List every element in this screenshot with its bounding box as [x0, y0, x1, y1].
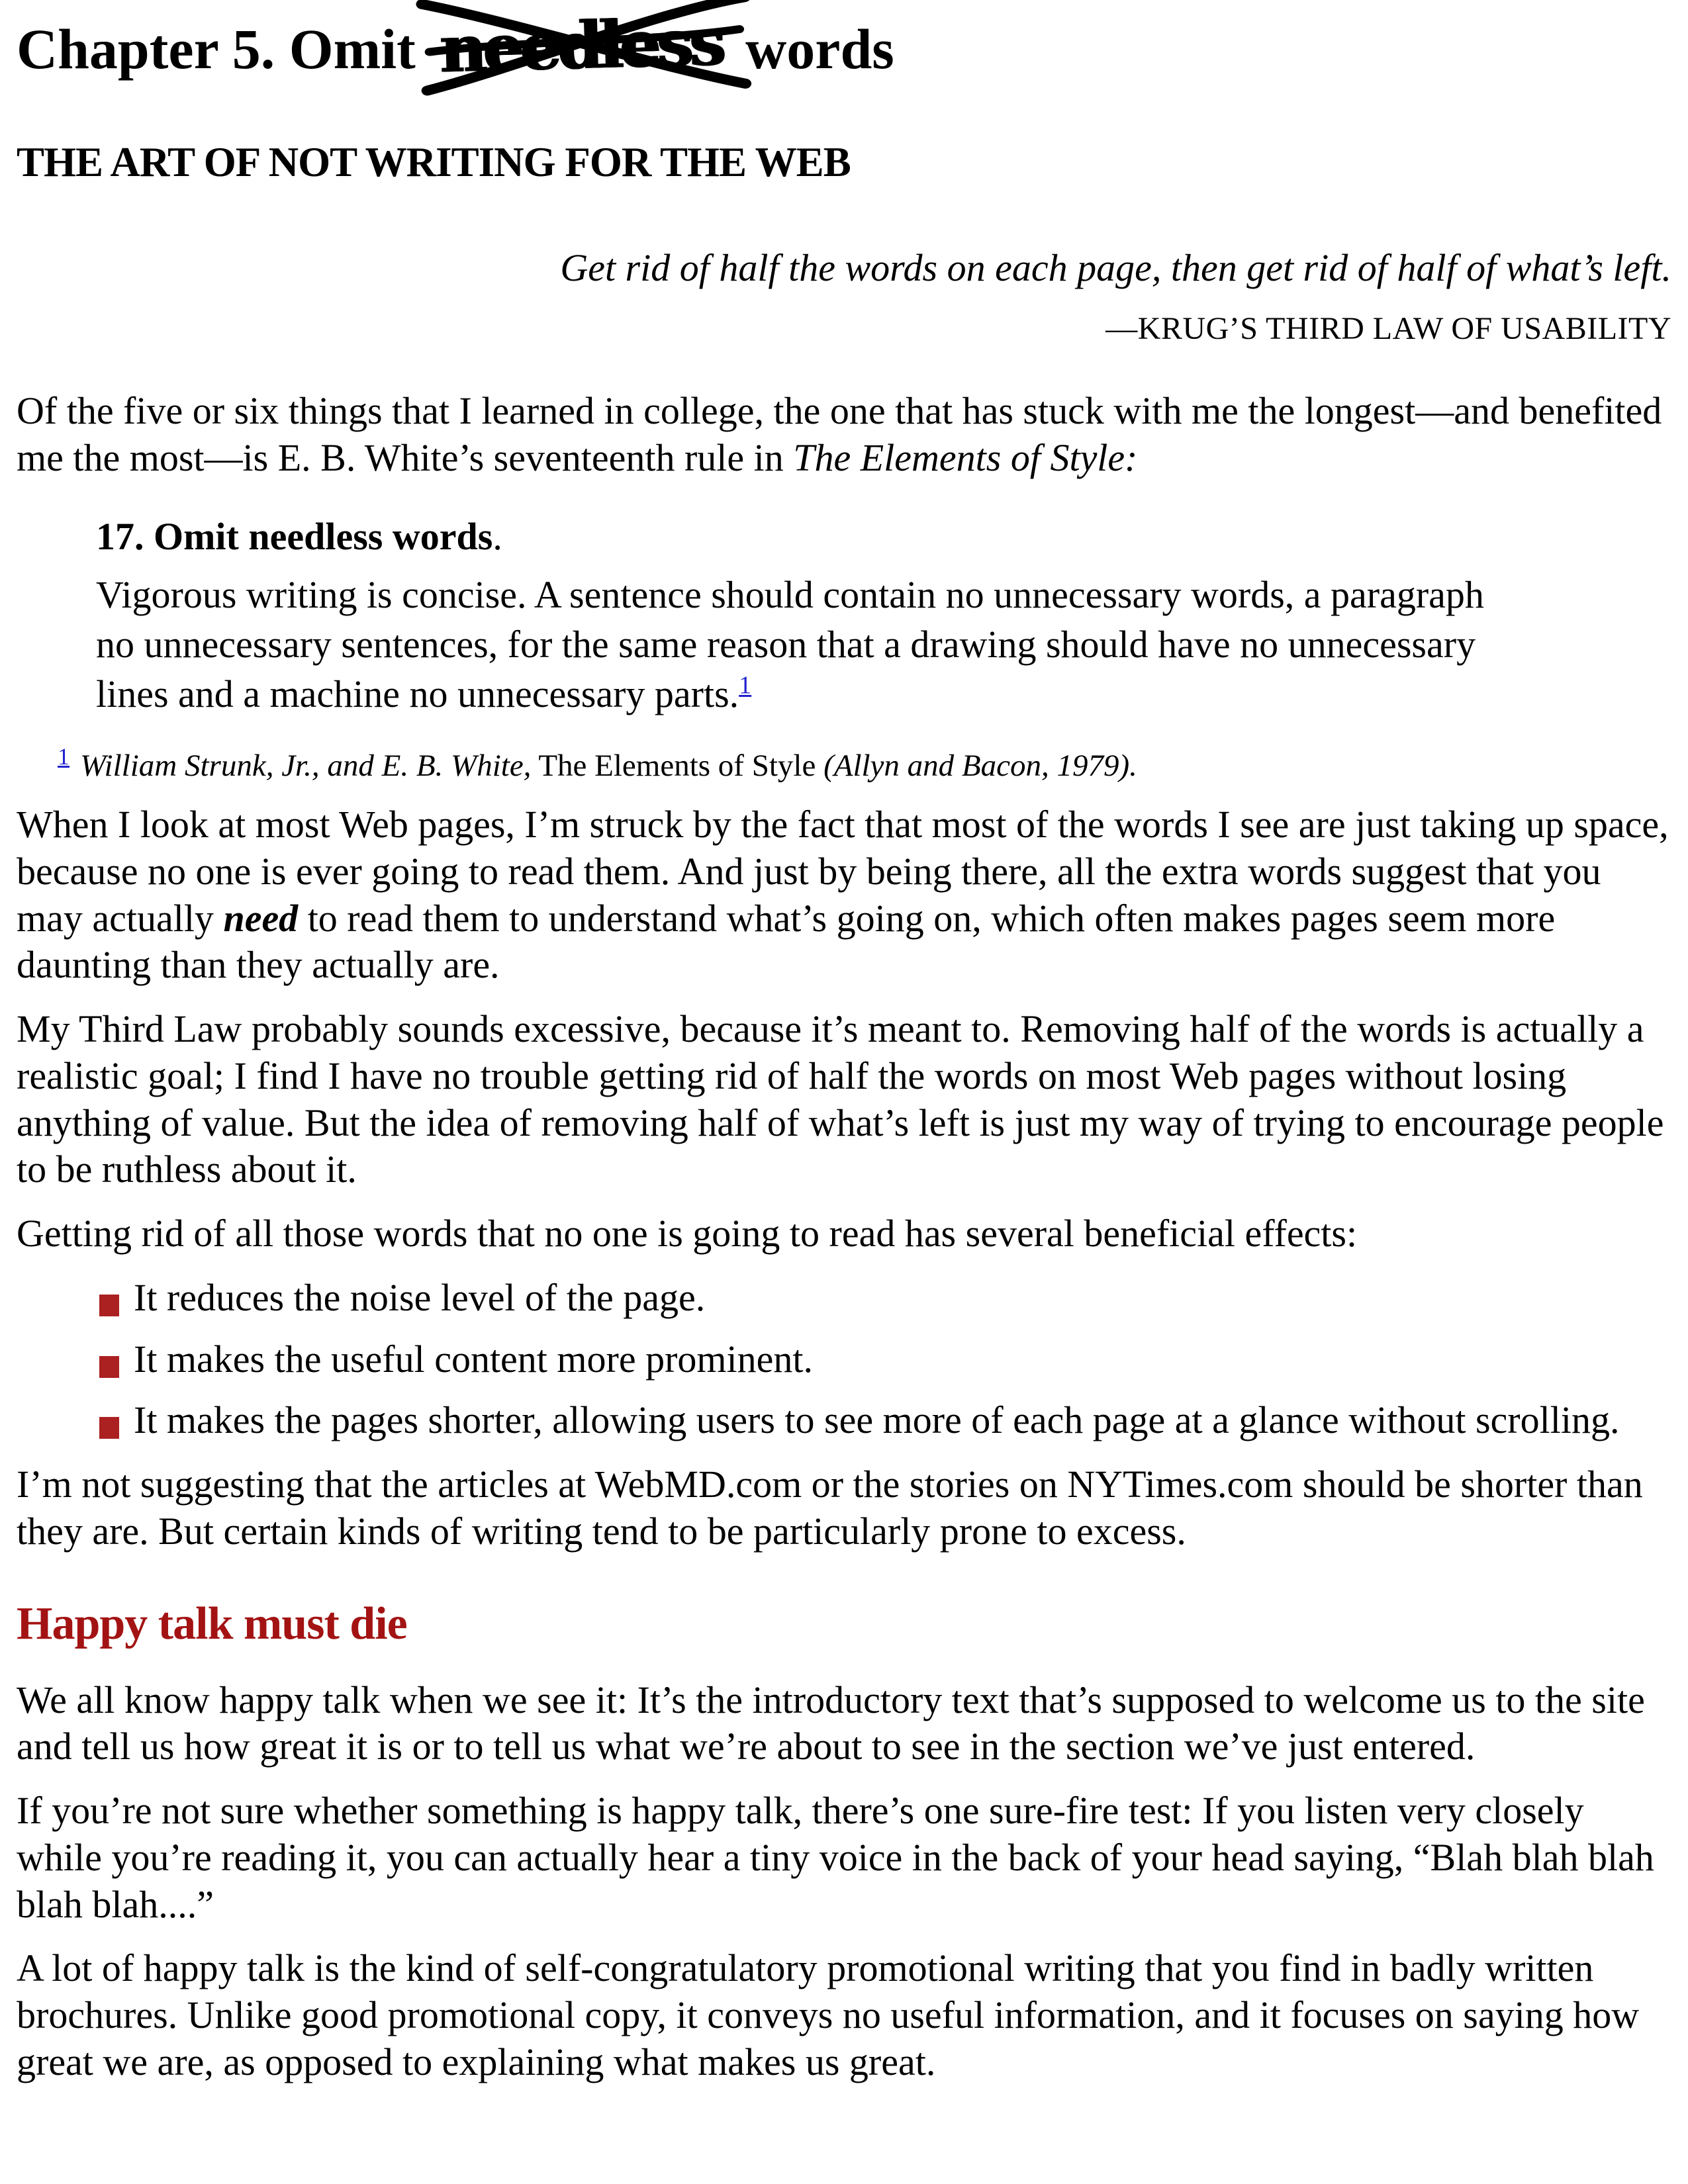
paragraph-not-suggesting: I’m not suggesting that the articles at WebMD.com or the stories on NYTimes.com should be shorter than they are. But certain kinds of writing tend to be particularly prone to excess.: [17, 1463, 1643, 1553]
rule-heading: [96, 514, 1671, 561]
intro-paragraph: [17, 388, 1671, 482]
paragraph-self-congratulatory: A lot of happy talk is the kind of self-congratulatory promotional writing that you find in badly written brochures. Unlike good promotional copy, it conveys no useful information, and it focuses on saying how great we are, as opposed to explaining what makes us great.: [17, 1946, 1640, 2083]
list-item: [99, 1275, 1671, 1322]
chapter-title: [17, 4, 1671, 88]
footnote-ref-link[interactable]: 1: [739, 672, 752, 700]
benefits-list: [99, 1275, 1671, 1444]
emphasis-need: need: [223, 896, 299, 940]
bullet-square-icon: [99, 1417, 119, 1439]
epigraph-attribution: —KRUG’S THIRD LAW OF USABILITY: [1105, 311, 1671, 347]
footnote-book-title: The Elements of Style: [531, 748, 824, 783]
paragraph-text: When I look at most Web pages, I’m struck by the fact that most of the words I see are just taking up space, because no one is ever going to read them. And just by being there, all the extra words suggest that you may actually: [17, 803, 1669, 940]
book-title-italic: The Elements of Style:: [793, 436, 1138, 480]
epigraph-quote: Get rid of half the words on each page, then get rid of half of what’s left.: [560, 246, 1671, 289]
paragraph-getting-rid: Getting rid of all those words that no one is going to read has several beneficial effects:: [17, 1212, 1358, 1255]
intro-paragraph-text: Of the five or six things that I learned in college, the one that has stuck with me the longest—and benefited me the most—is E. B. White’s seventeenth rule in: [17, 389, 1662, 480]
rule-quote: [96, 570, 1506, 719]
struck-word-text: needless: [438, 4, 723, 88]
rule-heading-period: .: [492, 514, 502, 558]
footnote-publisher: (Allyn and Bacon, 1979).: [823, 748, 1137, 783]
paragraph-third-law: My Third Law probably sounds excessive, because it’s meant to. Removing half of the words is actually a realistic goal; I find I have no trouble getting rid of half the words on most Web pages without losing anything of value. But the idea of removing half of what’s left is just my way of trying to encourage people to be ruthless about it.: [17, 1007, 1664, 1191]
list-item: [99, 1397, 1671, 1444]
rule-quote-text: Vigorous writing is concise. A sentence should contain no unnecessary words, a paragraph no unnecessary sentences, for the same reason that a drawing should have no unnecessary lines and a machine no unnecessary parts.: [96, 572, 1484, 716]
footnote-authors: William Strunk, Jr., and E. B. White,: [80, 748, 532, 783]
list-item: [99, 1336, 1671, 1383]
paragraph-sure-fire: If you’re not sure whether something is happy talk, there’s one sure-fire test: If you listen very closely while you’re reading it, you can actually hear a tiny voice in the back of your head saying, “Blah blah blah blah blah....”: [17, 1789, 1654, 1926]
chapter-title-prefix: Chapter 5. Omit: [17, 17, 416, 81]
subheading-happy-talk: Happy talk must die: [17, 1598, 407, 1649]
paragraph-text: to read them to understand what’s going on, which often makes pages seem more daunting than they actually are.: [17, 896, 1556, 987]
chapter-title-suffix: words: [745, 17, 894, 81]
footnote-marker-link[interactable]: 1: [58, 743, 70, 770]
list-item-text: It makes the pages shorter, allowing users to see more of each page at a glance without scrolling.: [134, 1398, 1620, 1442]
bullet-square-icon: [99, 1356, 119, 1378]
paragraph-when-i-look: [17, 801, 1671, 989]
bullet-square-icon: [99, 1295, 119, 1316]
section-heading: THE ART OF NOT WRITING FOR THE WEB: [17, 138, 851, 185]
paragraph-we-all-know: We all know happy talk when we see it: It’s the introductory text that’s supposed to welcome us to the site and tell us how great it is or to tell us what we’re about to see in the section we’ve just entered.: [17, 1678, 1645, 1768]
struck-word: [434, 4, 726, 88]
rule-heading-bold: 17. Omit needless words: [96, 514, 493, 558]
list-item-text: It reduces the noise level of the page.: [134, 1275, 706, 1319]
footnote: [58, 743, 1671, 784]
list-item-text: It makes the useful content more prominent.: [134, 1337, 813, 1381]
